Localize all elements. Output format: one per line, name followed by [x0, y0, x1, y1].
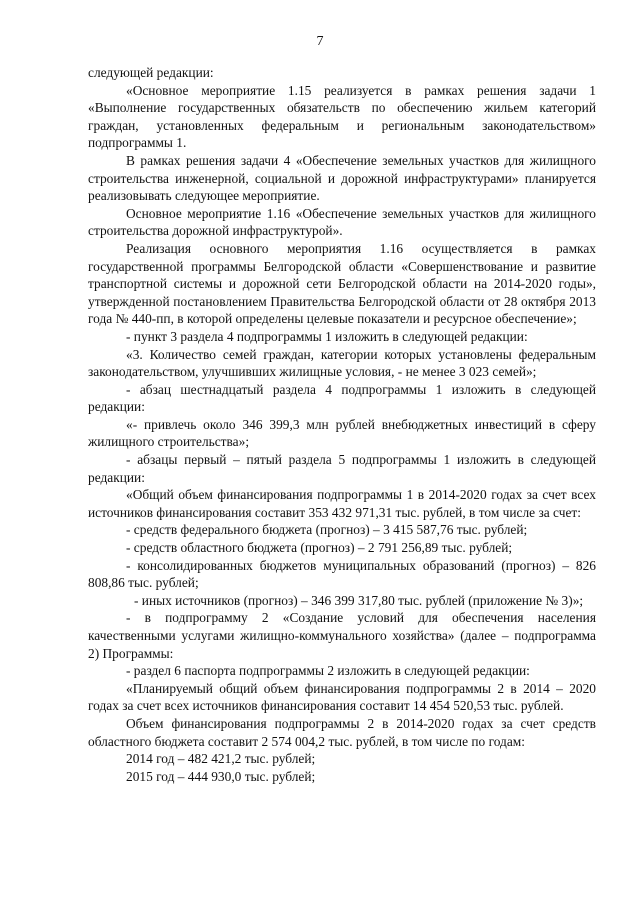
paragraph-sixteenth-clause: - абзац шестнадцатый раздела 4 подпрограммы 1 изложить в следующей редакции: — [88, 381, 596, 415]
paragraph-measure-1-15: «Основное мероприятие 1.15 реализуется в рамках решения задачи 1 «Выполнение государственных обязательств по обеспечению жильем категорий граждан, установленных федеральным и региональным законодательством» подпрограммы 1. — [88, 82, 596, 151]
paragraph-planned-funding: «Планируемый общий объем финансирования подпрограммы 2 в 2014 – 2020 годах за счет всех источников финансирования составит 14 454 520,53 тыс. рублей. — [88, 680, 596, 714]
paragraph-year-2015: 2015 год – 444 930,0 тыс. рублей; — [126, 768, 316, 784]
paragraph-subprogram-2: - в подпрограмму 2 «Создание условий для обеспечения населения качественными услугами жилищно-коммунального хозяйства» (далее – подпрограмма 2) Программы: — [88, 610, 596, 661]
paragraph-other-sources: - иных источников (прогноз) – 346 399 317,80 тыс. рублей (приложение № 3)»; — [134, 592, 584, 608]
paragraph-investments: «- привлечь около 346 399,3 млн рублей внебюджетных инвестиций в сферу жилищного строительства»; — [88, 416, 596, 450]
paragraph-measure-1-16: Основное мероприятие 1.16 «Обеспечение земельных участков для жилищного строительства дорожной инфраструктурой». — [88, 205, 596, 239]
page-number: 7 — [316, 34, 324, 49]
paragraph-year-2014: 2014 год – 482 421,2 тыс. рублей; — [126, 751, 316, 767]
paragraph-point-3: - пункт 3 раздела 4 подпрограммы 1 изложить в следующей редакции: — [126, 328, 528, 344]
paragraph-federal-budget: - средств федерального бюджета (прогноз) – 3 415 587,76 тыс. рублей; — [126, 522, 528, 538]
paragraph-intro: следующей редакции: — [88, 65, 214, 80]
paragraph-task-4: В рамках решения задачи 4 «Обеспечение земельных участков для жилищного строительства инженерной, социальной и дорожной инфраструктурами» планируется реализовывать следующее мероприятие. — [88, 152, 596, 204]
paragraph-clauses-1-5: - абзацы первый – пятый раздела 5 подпрограммы 1 изложить в следующей редакции: — [88, 452, 596, 485]
paragraph-implementation: Реализация основного мероприятия 1.16 осуществляется в рамках государственной программы Белгородской области «Совершенствование и развитие транспортной системы и дорожной сети Белгородской области на 2014-2020 годы», утвержденной постановлением Правительства Белгородской области от 28 октября 2013 года № 440-пп, в которой определены целевые показатели и ресурсное обеспечение»; — [88, 240, 596, 327]
paragraph-section-6: - раздел 6 паспорта подпрограммы 2 изложить в следующей редакции: — [126, 663, 530, 679]
paragraph-families-count: «3. Количество семей граждан, категории которых установлены федеральным законодательством, улучшивших жилищные условия, - не менее 3 023 семей»; — [88, 346, 596, 380]
paragraph-total-funding: «Общий объем финансирования подпрограммы 1 в 2014-2020 годах за счет всех источников финансирования составит 353 432 971,31 тыс. рублей, в том числе за счет: — [88, 487, 596, 520]
paragraph-regional-funding: Объем финансирования подпрограммы 2 в 2014-2020 годах за счет средств областного бюджета составит 2 574 004,2 тыс. рублей, в том числе по годам: — [88, 715, 596, 749]
document-body — [88, 64, 596, 785]
paragraph-municipal-budget: - консолидированных бюджетов муниципальных образований (прогноз) – 826 808,86 тыс. рублей; — [88, 557, 596, 591]
paragraph-regional-budget: - средств областного бюджета (прогноз) – 2 791 256,89 тыс. рублей; — [126, 540, 513, 556]
